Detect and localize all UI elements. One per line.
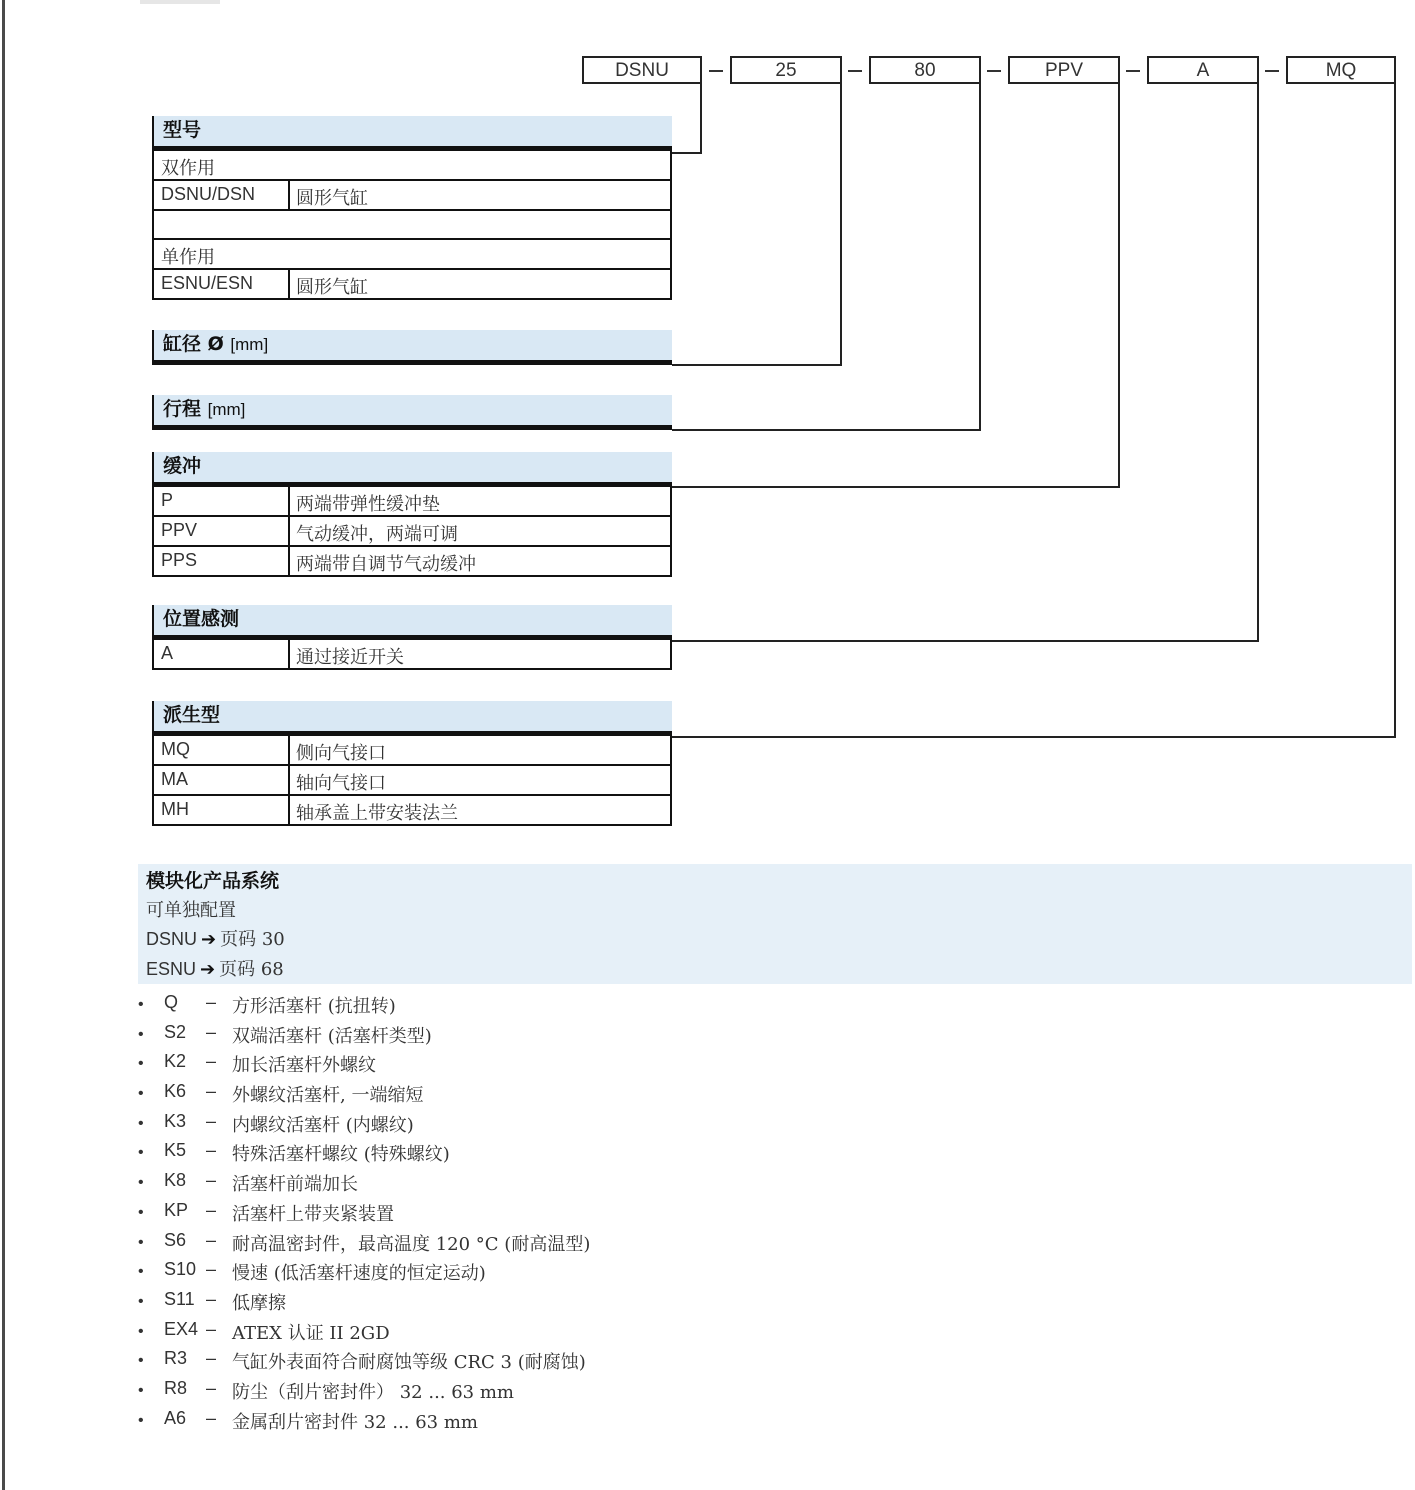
table-row (152, 766, 672, 796)
bullet-icon: • (138, 1144, 144, 1162)
row-code: MQ (161, 739, 190, 759)
bullet-icon: • (138, 1381, 144, 1399)
option-text: 内螺纹活塞杆 (内螺纹) (232, 1114, 414, 1136)
order-code-box-stroke: 80 (869, 56, 981, 84)
option-code: EX4 (164, 1318, 199, 1339)
bullet-icon: • (138, 1233, 144, 1251)
row-desc: 通过接近开关 (296, 647, 404, 668)
row-desc: 两端带弹性缓冲垫 (296, 494, 440, 515)
connector-line (1118, 84, 1120, 488)
bullet-icon: • (138, 996, 144, 1013)
section-rule (152, 425, 672, 430)
row-code: P (161, 490, 174, 510)
row-code: ESNU/ESN (161, 273, 254, 293)
section-cushion-title: 缓冲 (152, 452, 672, 482)
option-text: 耐高温密封件，最高温度 120 °C (耐高温型) (232, 1233, 591, 1255)
column-divider (288, 487, 290, 515)
dash-separator: – (206, 1110, 217, 1131)
row-desc: 气动缓冲，两端可调 (296, 524, 458, 545)
option-text: 加长活塞杆外螺纹 (232, 1055, 376, 1077)
table-row (152, 796, 672, 826)
section-type-double-label-row (152, 151, 672, 181)
table-row (152, 270, 672, 300)
bullet-icon: • (138, 1292, 144, 1310)
connector-line (840, 84, 842, 366)
table-row (152, 181, 672, 211)
column-divider (288, 736, 290, 764)
row-code: DSNU/DSN (161, 184, 256, 204)
bullet-icon: • (138, 1411, 144, 1429)
section-variant-title: 派生型 (152, 701, 672, 731)
row-code: A (161, 643, 174, 663)
bullet-icon: • (138, 1203, 144, 1221)
order-code-separator (848, 70, 862, 72)
order-code-box-type: DSNU (582, 56, 702, 84)
bullet-icon: • (138, 1174, 144, 1192)
option-code: A6 (164, 1407, 187, 1428)
row-desc: 轴承盖上带安装法兰 (296, 803, 458, 824)
dash-separator: – (206, 1377, 217, 1398)
blank-row (152, 211, 672, 240)
option-text: 防尘（刮片密封件） 32 ... 63 mm (232, 1381, 514, 1403)
dash-separator: – (206, 1259, 217, 1280)
bullet-icon: • (138, 1085, 144, 1103)
bullet-icon: • (138, 1055, 144, 1073)
table-row (152, 640, 672, 670)
double-acting-label: 双作用 (161, 158, 215, 179)
dash-separator: – (206, 992, 217, 1012)
order-code-separator (709, 70, 723, 72)
connector-line (672, 429, 981, 431)
option-code: K3 (164, 1110, 187, 1131)
option-code: S11 (164, 1288, 195, 1309)
connector-line (979, 84, 981, 431)
modular-link-dsnu[interactable]: DSNU ➔ 页码 30 (146, 929, 285, 950)
option-code: K8 (164, 1170, 187, 1191)
modular-system-title: 模块化产品系统 (146, 870, 280, 892)
table-row (152, 547, 672, 577)
top-cropped-text (140, 0, 220, 4)
dash-separator: – (206, 1170, 217, 1191)
option-code: K2 (164, 1051, 187, 1072)
option-code: K6 (164, 1081, 187, 1102)
connector-line (700, 84, 702, 154)
row-code: PPS (161, 550, 198, 570)
dash-separator: – (206, 1407, 217, 1428)
option-code: R8 (164, 1377, 188, 1398)
row-desc: 圆形气缸 (296, 277, 368, 298)
option-text: 低摩擦 (232, 1292, 286, 1314)
bullet-icon: • (138, 1114, 144, 1132)
option-text: 特殊活塞杆螺纹 (特殊螺纹) (232, 1144, 450, 1166)
connector-line (1257, 84, 1259, 642)
column-divider (288, 181, 290, 209)
option-text: 金属刮片密封件 32 ... 63 mm (232, 1411, 478, 1433)
column-divider (288, 517, 290, 545)
dash-separator: – (206, 1021, 217, 1042)
option-code: R3 (164, 1348, 188, 1369)
connector-line (672, 486, 1120, 488)
column-divider (288, 270, 290, 298)
bullet-icon: • (138, 1322, 144, 1340)
connector-line (672, 736, 1396, 738)
option-text: 外螺纹活塞杆, 一端缩短 (232, 1085, 424, 1107)
dash-separator: – (206, 1318, 217, 1339)
option-text: 活塞杆前端加长 (232, 1174, 358, 1196)
dash-separator: – (206, 1199, 217, 1220)
row-desc: 侧向气接口 (296, 743, 386, 764)
option-code: S6 (164, 1229, 187, 1250)
modular-link-esnu[interactable]: ESNU ➔ 页码 68 (146, 959, 284, 980)
option-code: S10 (164, 1259, 197, 1280)
row-code: PPV (161, 520, 198, 540)
option-text: 方形活塞杆 (抗扭转) (232, 996, 396, 1017)
option-text: 双端活塞杆 (活塞杆类型) (232, 1025, 432, 1047)
row-desc: 圆形气缸 (296, 188, 368, 209)
option-text: 活塞杆上带夹紧装置 (232, 1203, 394, 1225)
option-code: Q (164, 992, 179, 1012)
single-acting-label: 单作用 (161, 247, 215, 268)
row-desc: 轴向气接口 (296, 773, 386, 794)
section-bore-title: 缸径 Ø [mm] (152, 330, 672, 360)
dash-separator: – (206, 1288, 217, 1309)
dash-separator: – (206, 1051, 217, 1072)
section-type-title: 型号 (152, 116, 672, 146)
arrow-right-icon: ➔ (200, 959, 216, 979)
order-code-box-sensing: A (1147, 56, 1259, 84)
connector-line (1394, 84, 1396, 738)
page-left-rule (2, 0, 5, 1490)
column-divider (288, 547, 290, 575)
option-code: KP (164, 1199, 189, 1220)
table-row (152, 736, 672, 766)
row-code: MA (161, 769, 188, 789)
dash-separator: – (206, 1348, 217, 1369)
row-desc: 两端带自调节气动缓冲 (296, 554, 476, 575)
dash-separator: – (206, 1081, 217, 1102)
order-code-separator (1265, 70, 1279, 72)
order-code-separator (987, 70, 1001, 72)
dash-separator: – (206, 1229, 217, 1250)
modular-subtitle: 可单独配置 (146, 900, 236, 921)
option-text: 慢速 (低活塞杆速度的恒定运动) (232, 1263, 486, 1285)
dash-separator: – (206, 1140, 217, 1161)
section-stroke-title: 行程 [mm] (152, 395, 672, 425)
order-code-box-bore: 25 (730, 56, 842, 84)
connector-line (672, 364, 842, 366)
section-type-single-label-row (152, 240, 672, 270)
arrow-right-icon: ➔ (201, 929, 217, 949)
section-rule (152, 360, 672, 365)
order-code-box-cushion: PPV (1008, 56, 1120, 84)
option-text: ATEX 认证 II 2GD (232, 1322, 390, 1344)
table-row (152, 517, 672, 547)
row-code: MH (161, 799, 189, 819)
option-code: K5 (164, 1140, 187, 1161)
order-code-box-variant: MQ (1286, 56, 1396, 84)
section-sensing-title: 位置感测 (152, 605, 672, 635)
connector-line (672, 640, 1259, 642)
column-divider (288, 640, 290, 668)
option-text: 气缸外表面符合耐腐蚀等级 CRC 3 (耐腐蚀) (232, 1352, 586, 1374)
table-row (152, 487, 672, 517)
modular-system-panel (138, 864, 1412, 984)
bullet-icon: • (138, 1263, 144, 1281)
column-divider (288, 766, 290, 794)
connector-line (672, 152, 702, 154)
bullet-icon: • (138, 1352, 144, 1370)
column-divider (288, 796, 290, 824)
order-code-separator (1126, 70, 1140, 72)
bullet-icon: • (138, 1025, 144, 1043)
option-code: S2 (164, 1021, 187, 1042)
